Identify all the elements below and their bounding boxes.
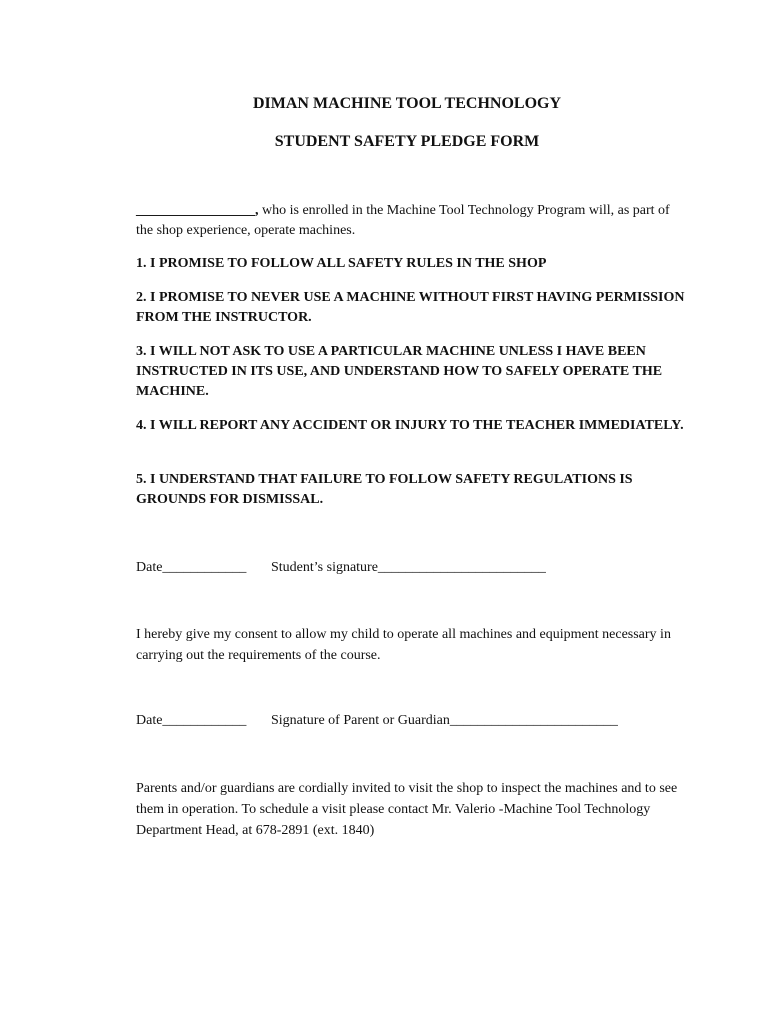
parent-signature-line [136,711,618,731]
consent-paragraph: I hereby give my consent to allow my child to operate all machines and equipment necessary in carrying out the requirements of the course. [136,627,671,663]
safety-rule-4: 4. I WILL REPORT ANY ACCIDENT OR INJURY TO THE TEACHER IMMEDIATELY. [136,418,684,433]
document-subtitle: STUDENT SAFETY PLEDGE FORM [274,133,540,150]
safety-rule-2: 2. I PROMISE TO NEVER USE A MACHINE WITHOUT FIRST HAVING PERMISSION FROM THE INSTRUCTOR. [136,290,685,325]
safety-rule-3: 3. I WILL NOT ASK TO USE A PARTICULAR MACHINE UNLESS I HAVE BEEN INSTRUCTED IN ITS USE, AND UNDERSTAND HOW TO SAFELY OPERATE THE MACHINE. [136,344,663,399]
safety-rule-5: 5. I UNDERSTAND THAT FAILURE TO FOLLOW SAFETY REGULATIONS IS GROUNDS FOR DISMISSAL. [136,472,633,507]
student-name-blank: _________________, [136,203,259,218]
intro-text: who is enrolled in the Machine Tool Technology Program will, as part of the shop experience, operate machines. [136,203,670,238]
student-signature-line [136,558,546,578]
safety-rule-1: 1. I PROMISE TO FOLLOW ALL SAFETY RULES IN THE SHOP [136,256,547,271]
student-signature-field: Student’s signature________________________ [271,560,546,575]
parent-date-field: Date____________ [136,713,247,728]
parent-signature-field: Signature of Parent or Guardian________________________ [271,713,618,728]
invitation-paragraph: Parents and/or guardians are cordially invited to visit the shop to inspect the machines and to see them in operation. To schedule a visit please contact Mr. Valerio -Machine Tool Technology Department Head, at 678-2891 (ext. 1840) [136,781,678,838]
document-title: DIMAN MACHINE TOOL TECHNOLOGY [252,95,562,112]
student-date-field: Date____________ [136,560,247,575]
intro-paragraph [136,201,688,241]
